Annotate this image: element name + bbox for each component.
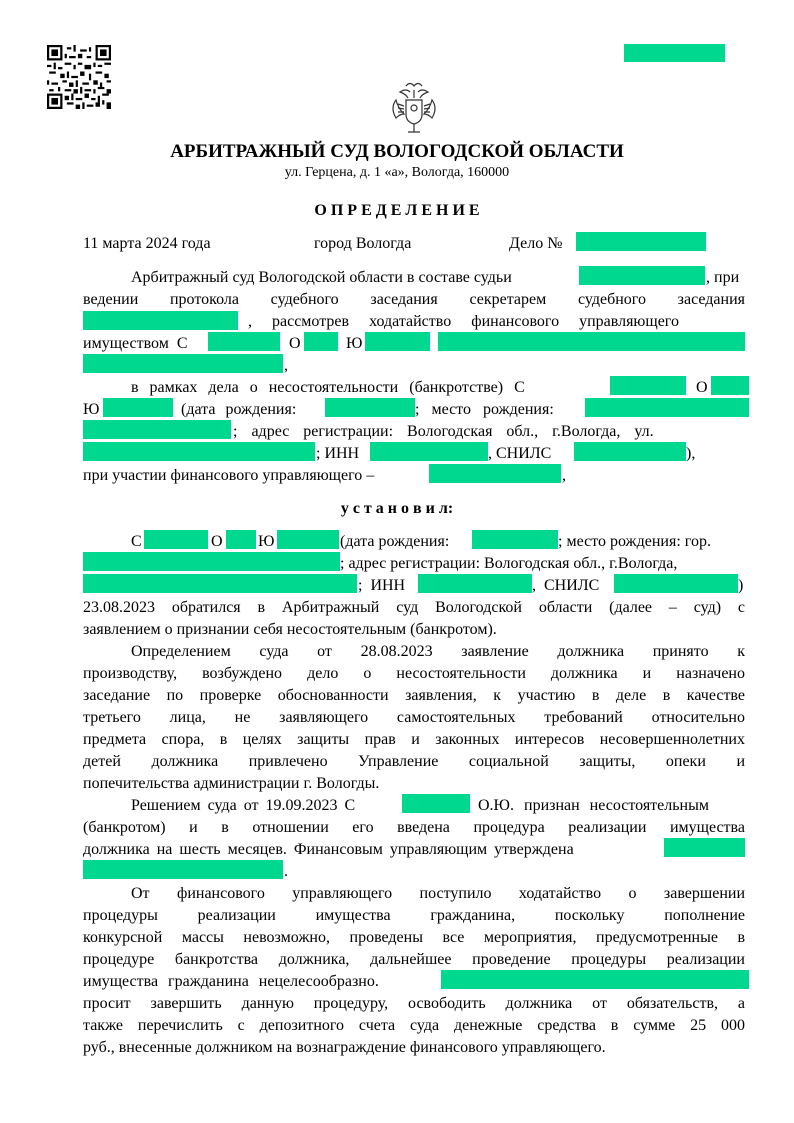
redaction-address-1 <box>83 420 231 439</box>
redaction-snils-1 <box>574 442 686 461</box>
body-p1d: (дата рождения: <box>340 533 450 550</box>
body-d6: детей должника привлечено Управление социальной защиты, опеки и <box>83 753 745 770</box>
body-d3: заседание по проверке обоснованности заявления, к участию в деле в качестве <box>83 687 745 704</box>
redaction-name-2 <box>711 376 749 395</box>
intro-line-1b: , при <box>706 269 740 286</box>
body-d1: Определением суда от 28.08.2023 заявление должника принято к <box>131 643 745 660</box>
redaction-manager-1b <box>83 354 283 373</box>
body-r1b: О.Ю. признан несостоятельным <box>478 797 709 814</box>
court-address: ул. Герцена, д. 1 «а», Вологда, 160000 <box>284 165 510 180</box>
redaction-case-number <box>576 232 706 251</box>
body-r3: должника на шесть месяцев. Финансовым управляющим утверждена <box>83 841 574 858</box>
body-p1e: ; место рождения: гор. <box>558 533 711 550</box>
redaction-birth-place-1 <box>585 398 749 417</box>
redaction-patronymic-3 <box>277 530 339 549</box>
redaction-birth-date-1 <box>325 398 415 417</box>
body-p3a: ; ИНН <box>358 577 406 594</box>
intro-line-2: ведении протокола судебного заседания секретарем судебного заседания <box>83 291 745 308</box>
body-p4: 23.08.2023 обратился в Арбитражный суд Вологодской области (далее – суд) с <box>83 599 745 616</box>
redaction-surname-3 <box>144 530 208 549</box>
intro-line-9a: ; ИНН <box>316 445 360 462</box>
redaction-name-1 <box>304 332 338 351</box>
redaction-birth-date-2 <box>472 530 558 549</box>
redaction-manager-3 <box>664 838 745 857</box>
body-p3b: , СНИЛС <box>532 577 600 594</box>
intro-line-4c: Ю <box>346 335 363 352</box>
body-f3: конкурсной массы невозможно, проведены все мероприятия, предусмотренные в <box>83 929 745 946</box>
redaction-birth-place-2 <box>83 552 340 571</box>
intro-line-6a: в рамках дела о несостоятельности (банкротстве) С <box>131 379 525 396</box>
body-f6: просит завершить данную процедуру, освободить должника от обязательств, а <box>83 995 745 1012</box>
intro-line-9b: , СНИЛС <box>488 445 552 462</box>
intro-line-9c: ), <box>686 445 696 462</box>
intro-line-5: , <box>284 357 288 374</box>
redaction-patronymic-2 <box>103 398 173 417</box>
redaction-address-1b <box>83 442 315 461</box>
redaction-surname-4 <box>402 794 470 813</box>
body-f2: процедуры реализации имущества гражданина, поскольку пополнение <box>83 907 745 924</box>
intro-line-3: , рассмотрев ходатайство финансового управляющего <box>248 313 679 330</box>
body-p2: ; адрес регистрации: Вологодская обл., г.Вологда, <box>340 555 678 572</box>
decision-date: 11 марта 2024 года <box>83 235 211 252</box>
redaction-manager-4 <box>441 970 749 989</box>
body-f4: процедуре банкротства должника, дальнейшее проведение процедуры реализации <box>83 951 745 968</box>
redaction-inn-2 <box>418 574 532 593</box>
body-d2: производству, возбуждено дело о несостоятельности должника и назначено <box>83 665 745 682</box>
redaction-manager-1 <box>438 332 745 351</box>
body-p1c: Ю <box>258 533 275 550</box>
intro-line-1: Арбитражный суд Вологодской области в составе судьи <box>131 269 512 286</box>
redaction-manager-2 <box>429 464 561 483</box>
body-p1b: О <box>211 533 223 550</box>
court-name: АРБИТРАЖНЫЙ СУД ВОЛОГОДСКОЙ ОБЛАСТИ <box>170 141 624 162</box>
body-r4: . <box>284 863 288 880</box>
body-f7: также перечислить с депозитного счета суда денежные средства в сумме 25 000 <box>83 1017 745 1034</box>
redaction-surname-1 <box>208 332 280 351</box>
body-p1a: С <box>131 533 142 550</box>
redaction-patronymic-1 <box>365 332 430 351</box>
decision-city: город Вологда <box>314 235 412 252</box>
intro-line-10b: , <box>562 467 566 484</box>
intro-line-10: при участии финансового управляющего – <box>83 467 375 484</box>
established-heading: у с т а н о в и л: <box>340 500 454 517</box>
intro-line-7c: ; место рождения: <box>415 401 554 418</box>
redaction-manager-3b <box>83 860 283 879</box>
body-f8: руб., внесенные должником на вознаграждение финансового управляющего. <box>83 1039 606 1056</box>
intro-line-8a: ; адрес регистрации: Вологодская обл., г.Вологда, ул. <box>233 423 654 440</box>
intro-line-7b: (дата рождения: <box>181 401 297 418</box>
redaction-surname-2 <box>610 376 686 395</box>
intro-line-7a: Ю <box>83 401 100 418</box>
coat-of-arms-emblem-icon <box>384 78 444 138</box>
body-r1a: Решением суда от 19.09.2023 С <box>131 797 356 814</box>
body-p3c: ) <box>738 577 744 594</box>
redaction-top <box>624 44 725 62</box>
body-d7: попечительства администрации г. Вологды. <box>83 775 380 792</box>
qr-code <box>47 45 111 109</box>
body-p5: заявлением о признании себя несостоятельным (банкротом). <box>83 621 497 638</box>
body-f1: От финансового управляющего поступило ходатайство о завершении <box>131 885 745 902</box>
redaction-inn-1 <box>370 442 488 461</box>
redaction-name-3 <box>226 530 256 549</box>
body-r2: (банкротом) и в отношении его введена процедура реализации имущества <box>83 819 745 836</box>
document-title: О П Р Е Д Е Л Е Н И Е <box>314 202 480 219</box>
redaction-secretary <box>83 311 238 330</box>
case-number-label: Дело № <box>509 235 563 252</box>
body-f5: имущества гражданина нецелесообразно. <box>83 973 379 990</box>
body-d5: предмета спора, в целях защиты прав и законных интересов несовершеннолетних <box>83 731 745 748</box>
redaction-address-2 <box>83 574 357 593</box>
intro-line-4a: имуществом С <box>83 335 188 352</box>
redaction-judge <box>579 266 705 285</box>
redaction-snils-2 <box>614 574 738 593</box>
intro-line-4b: О <box>289 335 301 352</box>
body-d4: третьего лица, не заявляющего самостоятельных требований относительно <box>83 709 745 726</box>
intro-line-6b: О <box>696 379 708 396</box>
